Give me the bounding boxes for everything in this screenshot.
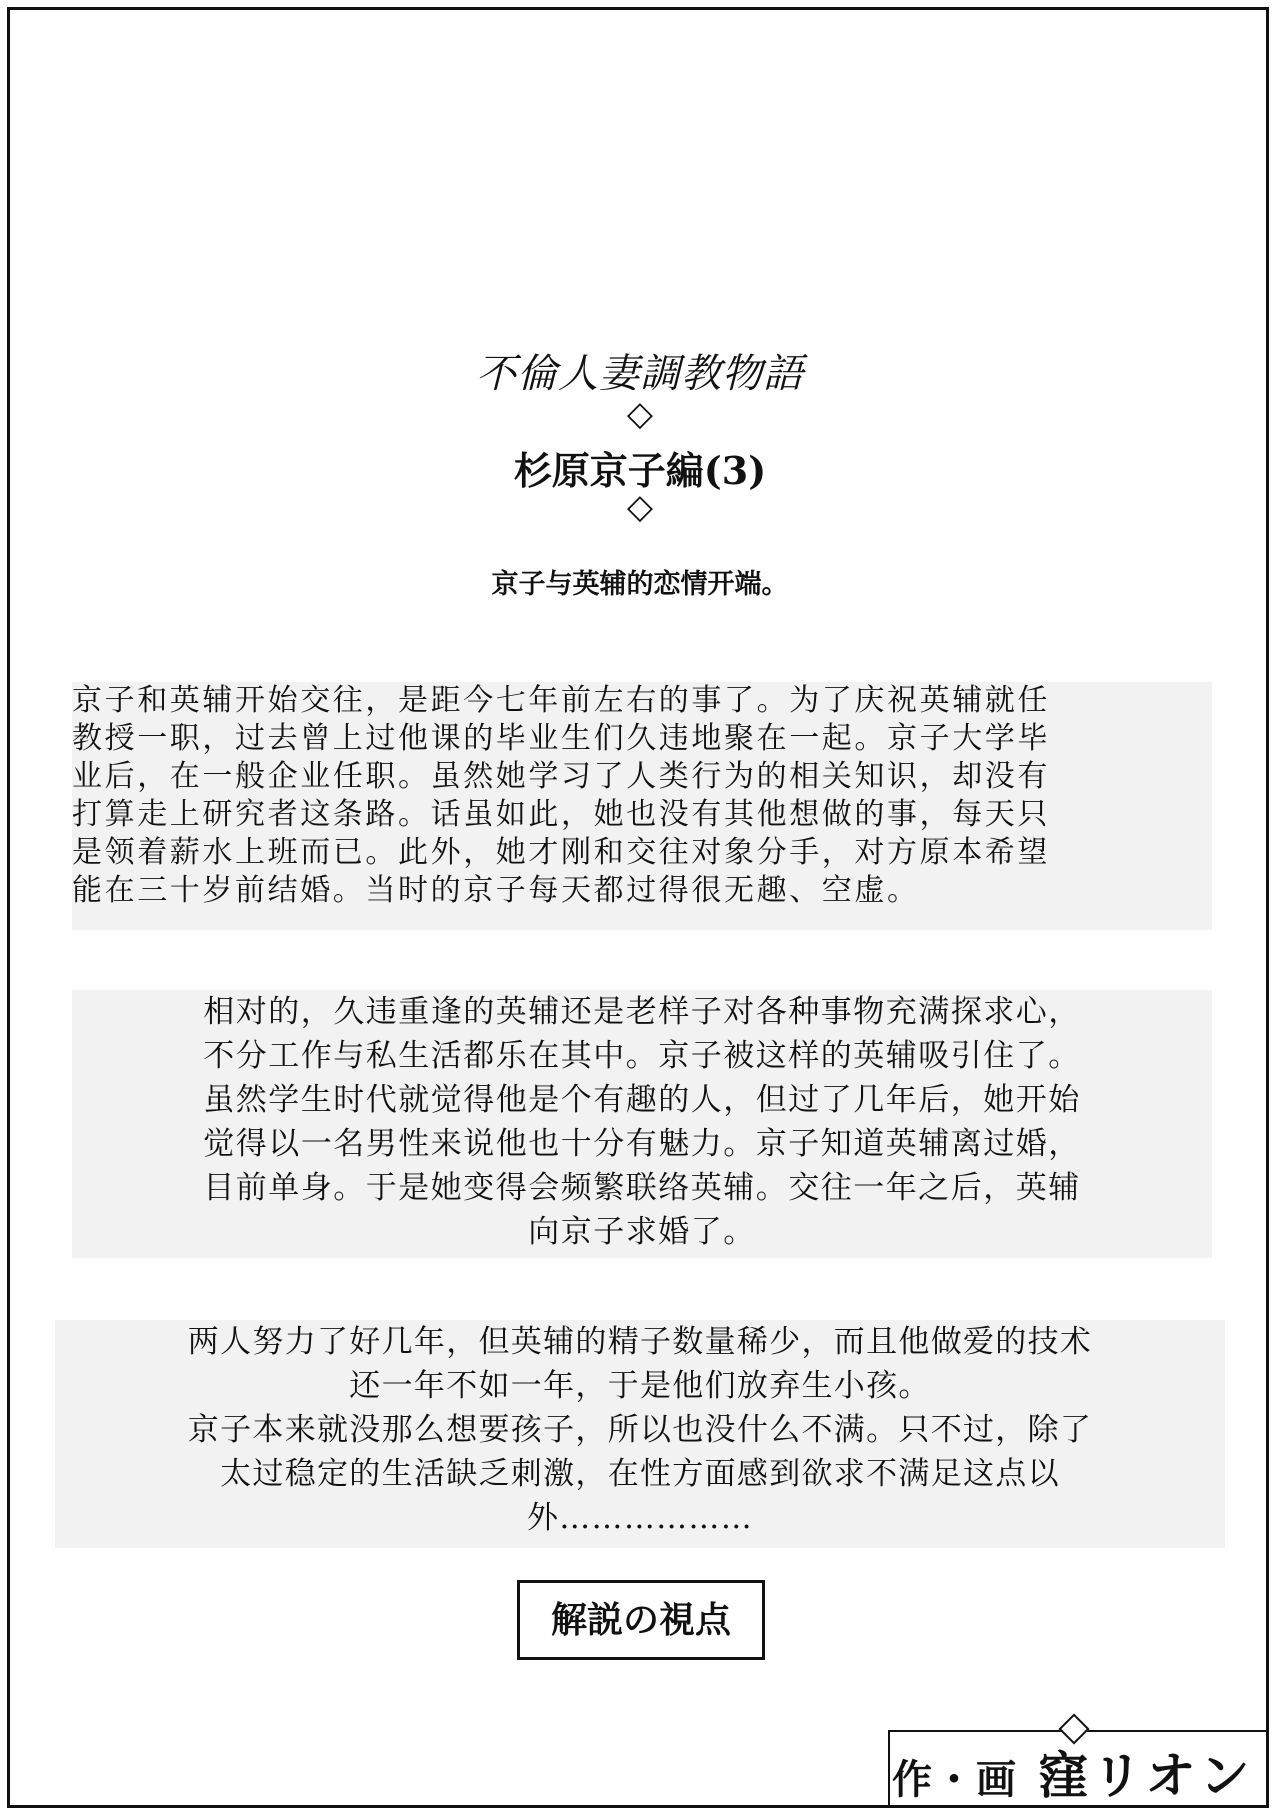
text-line: 向京子求婚了。 (528, 1214, 756, 1250)
text-line: 觉得以一名男性来说他也十分有魅力。京子知道英辅离过婚， (203, 1126, 1081, 1162)
paragraph-1 (72, 682, 1212, 930)
story-title: 不倫人妻調教物語 (476, 351, 804, 397)
text-line: 相对的，久违重逢的英辅还是老样子对各种事物充满探求心， (203, 994, 1081, 1030)
text-line: 能在三十岁前结婚。当时的京子每天都过得很无趣、空虚。 (72, 873, 920, 908)
text-line: 不分工作与私生活都乐在其中。京子被这样的英辅吸引住了。 (203, 1038, 1081, 1074)
text-line: 是领着薪水上班而已。此外，她才刚和交往对象分手，对方原本希望 (72, 835, 1050, 870)
text-line: 还一年不如一年，于是他们放弃生小孩。 (349, 1368, 931, 1404)
lead-sentence: 京子与英辅的恋情开端。 (491, 569, 789, 600)
separator-diamond-icon: ◇ (626, 394, 654, 434)
chapter-subtitle: 杉原京子編(3) (513, 448, 767, 493)
text-line: 业后，在一般企业任职。虽然她学习了人类行为的相关知识，却没有 (72, 759, 1050, 794)
text-line: 京子本来就没那么想要孩子，所以也没什么不满。只不过，除了 (187, 1412, 1093, 1448)
text-line: 打算走上研究者这条路。话虽如此，她也没有其他想做的事，每天只 (72, 797, 1050, 832)
separator-diamond-icon: ◇ (626, 487, 654, 527)
text-line: 外……………… (526, 1500, 754, 1536)
text-line: 目前单身。于是她变得会频繁联络英辅。交往一年之后，英辅 (203, 1170, 1081, 1206)
text-line: 两人努力了好几年，但英辅的精子数量稀少，而且他做爱的技术 (187, 1324, 1093, 1360)
text-line: 太过稳定的生活缺乏刺激，在性方面感到欲求不满足这点以 (220, 1456, 1060, 1492)
author-name: 窪リオン (1038, 1747, 1254, 1805)
text-line: 京子和英辅开始交往，是距今七年前左右的事了。为了庆祝英辅就任 (72, 683, 1050, 718)
text-line: 虽然学生时代就觉得他是个有趣的人，但过了几年后，她开始 (203, 1082, 1081, 1118)
commentary-button[interactable]: 解説の視点 (517, 1580, 765, 1660)
text-line: 教授一职，过去曾上过他课的毕业生们久违地聚在一起。京子大学毕 (72, 721, 1050, 756)
credit-label: 作・画 (892, 1756, 1018, 1803)
paragraph-2 (72, 990, 1212, 1258)
paragraph-3 (55, 1320, 1225, 1548)
